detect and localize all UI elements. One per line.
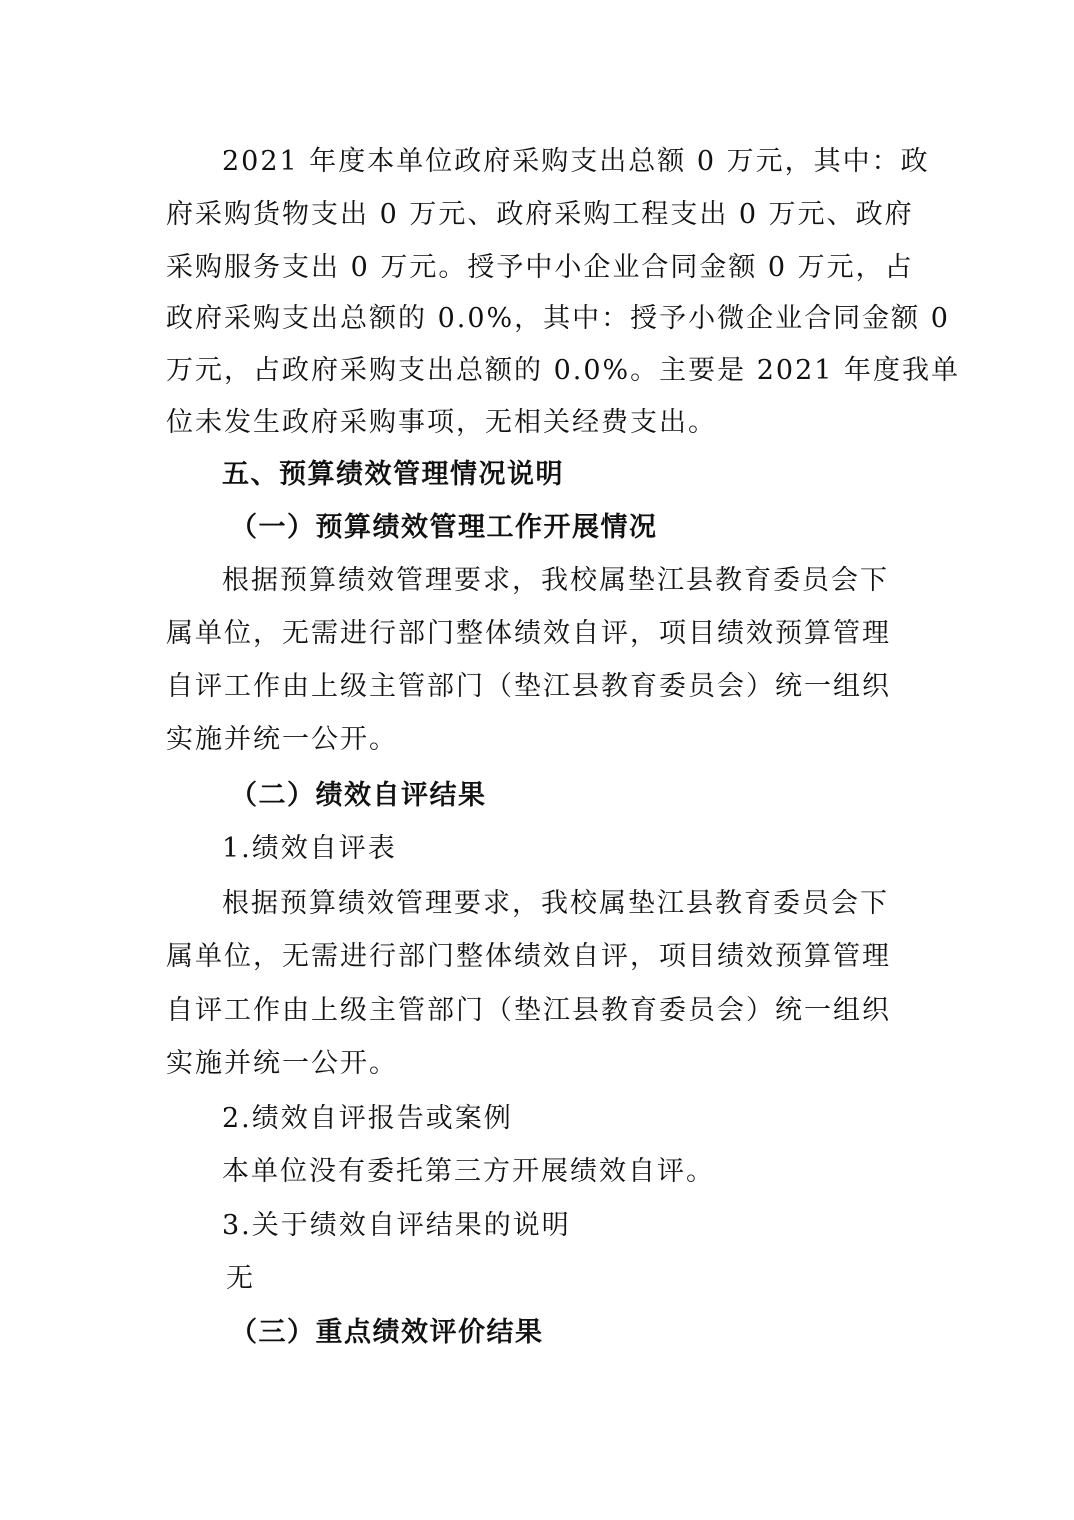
subsection-1-title: （一）预算绩效管理工作开展情况 (230, 512, 658, 543)
subsection-3-title: （三）重点绩效评价结果 (230, 1317, 544, 1348)
procurement-line-6: 位未发生政府采购事项，无相关经费支出。 (166, 407, 717, 438)
subsection-2-title: （二）绩效自评结果 (230, 780, 487, 811)
procurement-line-1: 2021 年度本单位政府采购支出总额 0 万元，其中：政 (222, 146, 930, 177)
item-2-body: 本单位没有委托第三方开展绩效自评。 (222, 1156, 715, 1187)
procurement-line-4: 政府采购支出总额的 0.0%，其中：授予小微企业合同金额 0 (166, 303, 950, 334)
item1-body-line-2: 属单位，无需进行部门整体绩效自评，项目绩效预算管理 (166, 941, 891, 972)
item1-body-line-3: 自评工作由上级主管部门（垫江县教育委员会）统一组织 (166, 995, 891, 1026)
sub1-body-line-1: 根据预算绩效管理要求，我校属垫江县教育委员会下 (222, 565, 889, 596)
sub1-body-line-4: 实施并统一公开。 (166, 724, 398, 755)
procurement-line-3: 采购服务支出 0 万元。授予中小企业合同金额 0 万元，占 (166, 252, 914, 283)
item-2-title: 2.绩效自评报告或案例 (222, 1103, 513, 1134)
procurement-line-2: 府采购货物支出 0 万元、政府采购工程支出 0 万元、政府 (166, 199, 914, 230)
sub1-body-line-3: 自评工作由上级主管部门（垫江县教育委员会）统一组织 (166, 671, 891, 702)
item-3-title: 3.关于绩效自评结果的说明 (222, 1210, 571, 1241)
procurement-line-5: 万元，占政府采购支出总额的 0.0%。主要是 2021 年度我单 (166, 355, 961, 386)
item-3-body: 无 (226, 1263, 255, 1294)
item1-body-line-1: 根据预算绩效管理要求，我校属垫江县教育委员会下 (222, 888, 889, 919)
item1-body-line-4: 实施并统一公开。 (166, 1048, 398, 1079)
section-5-title: 五、预算绩效管理情况说明 (222, 459, 564, 490)
sub1-body-line-2: 属单位，无需进行部门整体绩效自评，项目绩效预算管理 (166, 618, 891, 649)
item-1-title: 1.绩效自评表 (222, 833, 397, 864)
